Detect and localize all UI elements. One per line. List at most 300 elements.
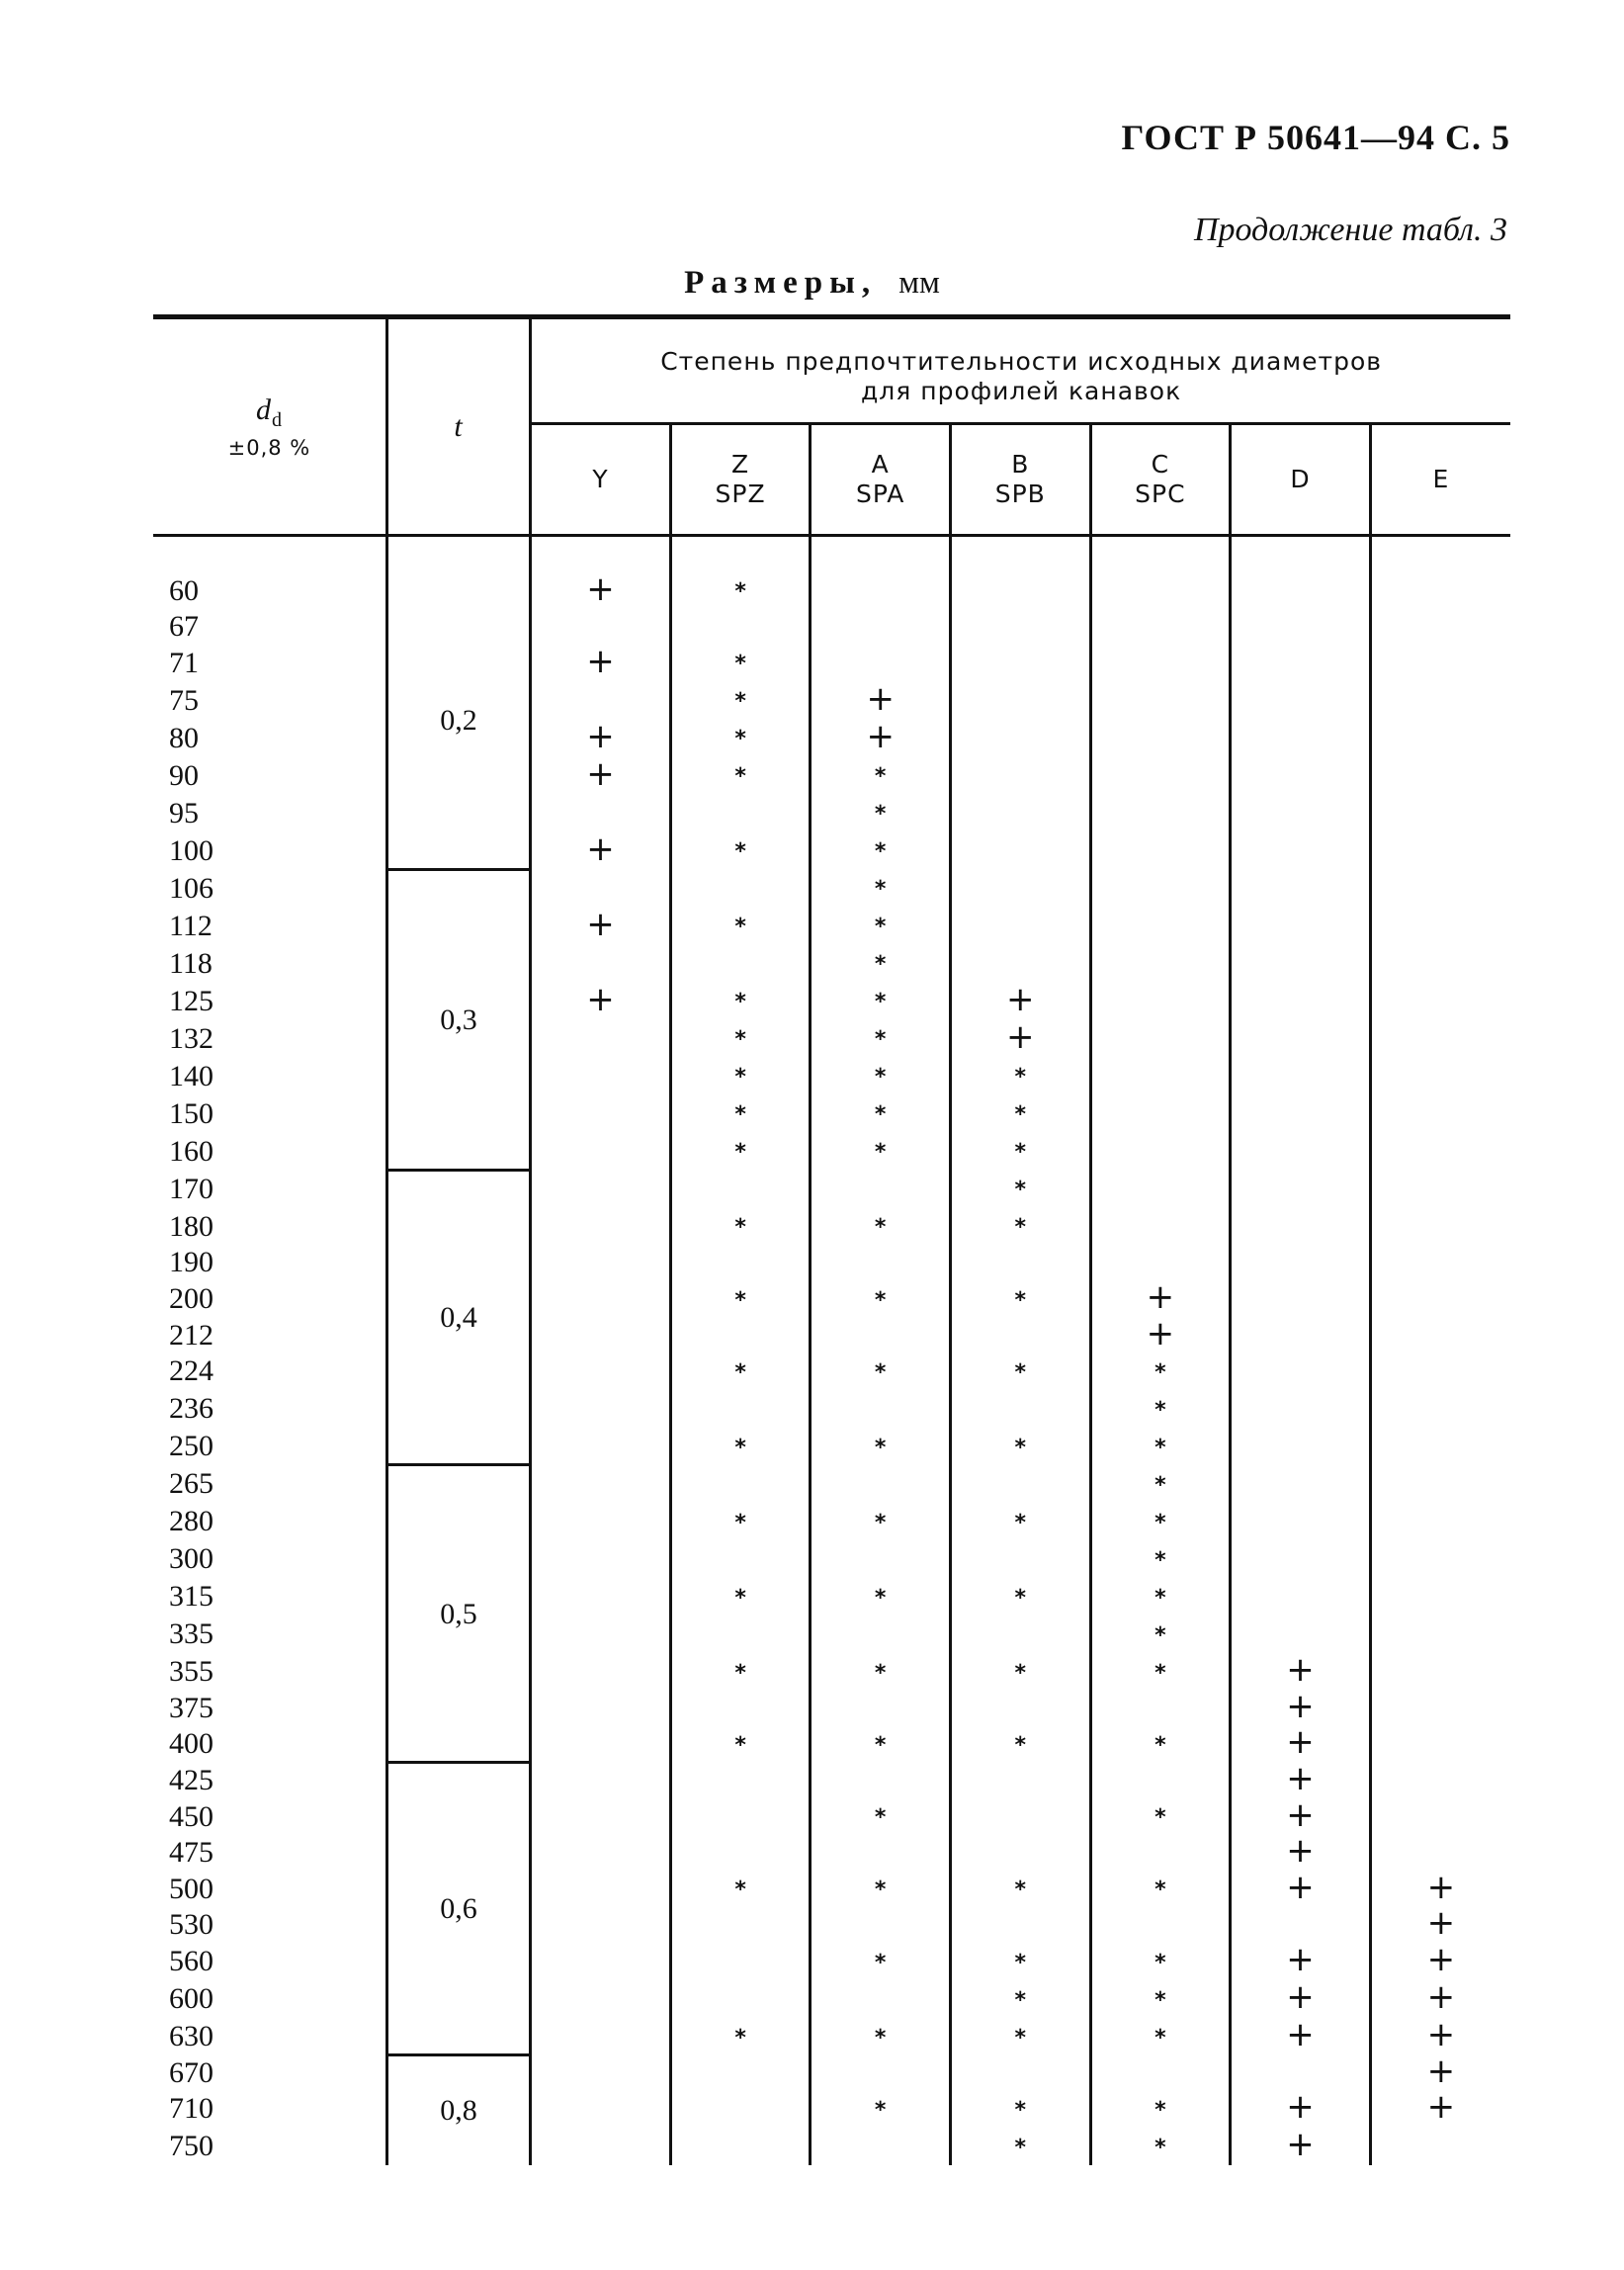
preference-cell — [1370, 1390, 1510, 1428]
preference-cell — [1231, 1650, 1371, 1691]
diameter-value: 750 — [153, 2128, 386, 2165]
preference-cell — [1090, 1980, 1231, 2018]
column-header-profile — [1231, 424, 1371, 536]
preference-cell — [950, 1094, 1090, 1132]
table-row — [153, 1390, 1510, 1428]
preference-cell — [950, 2128, 1090, 2165]
t-value: 0,6 — [386, 1763, 530, 2055]
preferred-mark: + — [1426, 2087, 1456, 2128]
preferred-mark: + — [1286, 1722, 1315, 1763]
preference-cell — [950, 1907, 1090, 1942]
preference-cell — [1231, 1428, 1371, 1465]
preference-cell — [950, 1763, 1090, 1797]
spacer-cell — [153, 536, 386, 572]
preference-cell — [950, 869, 1090, 907]
diameter-value: 140 — [153, 1057, 386, 1094]
preference-cell — [1370, 1691, 1510, 1725]
permitted-mark: * — [874, 1215, 887, 1241]
preference-cell — [1231, 1907, 1371, 1942]
column-header-t: t — [386, 317, 530, 536]
preference-cell — [531, 794, 671, 831]
preference-cell — [531, 1428, 671, 1465]
preferred-mark: + — [586, 641, 615, 681]
preferred-mark: + — [586, 716, 615, 756]
preferred-mark: + — [866, 678, 895, 719]
document-code: ГОСТ Р 50641—94 С. 5 — [1121, 118, 1510, 157]
table-row — [153, 1170, 1510, 1207]
preference-cell — [670, 1691, 811, 1725]
diameter-value: 500 — [153, 1870, 386, 1907]
preference-cell — [950, 1132, 1090, 1170]
diameter-value: 475 — [153, 1835, 386, 1870]
table-row — [153, 1207, 1510, 1245]
permitted-mark: * — [1014, 1732, 1027, 1758]
permitted-mark: * — [734, 1215, 746, 1241]
permitted-mark: * — [1014, 1510, 1027, 1535]
permitted-mark: * — [734, 727, 746, 752]
preference-cell — [811, 716, 951, 756]
permitted-mark: * — [734, 652, 746, 677]
preference-cell — [670, 1615, 811, 1653]
preference-cell — [1370, 1465, 1510, 1503]
preference-cell — [1231, 1057, 1371, 1094]
t-value: 0,2 — [386, 571, 530, 869]
table-row — [153, 1503, 1510, 1540]
preference-cell — [1090, 1540, 1231, 1578]
profile-label-alt: SPZ — [715, 480, 766, 508]
table-row — [153, 907, 1510, 944]
preference-cell — [670, 1465, 811, 1503]
permitted-mark: * — [874, 764, 887, 790]
profile-label-alt: SPB — [994, 480, 1046, 508]
preference-cell — [811, 1763, 951, 1797]
preference-cell — [950, 571, 1090, 609]
preference-cell — [811, 1835, 951, 1870]
diameter-value: 710 — [153, 2090, 386, 2128]
permitted-mark: * — [874, 2097, 887, 2123]
preference-cell — [1370, 1615, 1510, 1653]
permitted-mark: * — [1154, 2025, 1166, 2051]
preference-cell — [670, 1057, 811, 1094]
preference-cell — [1231, 1318, 1371, 1353]
preference-cell — [531, 1870, 671, 1907]
preference-cell — [811, 1094, 951, 1132]
permitted-mark: * — [874, 1660, 887, 1686]
preference-cell — [1370, 1763, 1510, 1797]
permitted-mark: * — [734, 1877, 746, 1903]
permitted-mark: * — [1154, 1510, 1166, 1535]
preference-cell — [1090, 1207, 1231, 1245]
preference-cell — [1090, 1170, 1231, 1207]
permitted-mark: * — [1014, 2135, 1027, 2160]
preference-cell — [670, 1207, 811, 1245]
preference-cell — [811, 571, 951, 609]
diameter-value: 530 — [153, 1907, 386, 1942]
permitted-mark: * — [874, 1585, 887, 1611]
permitted-mark: * — [1014, 1585, 1027, 1611]
profile-label: D — [1290, 465, 1311, 493]
permitted-mark: * — [874, 1510, 887, 1535]
preference-cell — [811, 644, 951, 681]
table-row — [153, 2128, 1510, 2165]
diameter-table — [153, 314, 1510, 2165]
table-continuation-label: Продолжение табл. 3 — [1193, 212, 1507, 248]
preference-cell — [670, 1943, 811, 1980]
permitted-mark: * — [1014, 1215, 1027, 1241]
preference-cell — [531, 2128, 671, 2165]
table-row — [153, 644, 1510, 681]
preference-cell — [950, 681, 1090, 719]
preference-cell — [1090, 1353, 1231, 1390]
preference-cell — [1231, 1280, 1371, 1318]
preference-cell — [950, 1170, 1090, 1207]
preference-cell — [811, 609, 951, 644]
permitted-mark: * — [874, 1102, 887, 1128]
permitted-mark: * — [734, 1027, 746, 1053]
preference-cell — [811, 1465, 951, 1503]
preferred-mark: + — [1286, 1686, 1315, 1726]
permitted-mark: * — [734, 1287, 746, 1313]
preferred-mark: + — [1286, 1831, 1315, 1872]
preference-cell — [670, 609, 811, 644]
preference-cell — [950, 1653, 1090, 1691]
preference-cell — [1231, 719, 1371, 756]
preference-cell — [811, 1653, 951, 1691]
preference-cell — [811, 2018, 951, 2055]
preference-cell — [1231, 1940, 1371, 1980]
preferred-mark: + — [1286, 2015, 1315, 2054]
diameter-value: 355 — [153, 1653, 386, 1691]
table-row — [153, 1797, 1510, 1835]
preference-cell — [1370, 1867, 1510, 1907]
preferred-mark: + — [1426, 1940, 1456, 1979]
preference-cell — [1370, 1057, 1510, 1094]
preference-cell — [1370, 2015, 1510, 2055]
preferred-mark: + — [1426, 2051, 1456, 2091]
preferred-mark: + — [1426, 2015, 1456, 2054]
permitted-mark: * — [874, 952, 887, 978]
preference-cell — [1090, 1277, 1231, 1318]
spacer-cell — [531, 536, 671, 572]
table-row — [153, 944, 1510, 982]
diameter-table-grid — [153, 314, 1510, 2165]
permitted-mark: * — [874, 915, 887, 940]
preference-cell — [531, 1503, 671, 1540]
sizes-unit: мм — [898, 265, 940, 301]
preference-cell — [531, 1835, 671, 1870]
preference-cell — [1090, 681, 1231, 719]
permitted-mark: * — [734, 689, 746, 715]
preference-cell — [811, 756, 951, 794]
preference-cell — [1090, 1503, 1231, 1540]
preference-cell — [950, 719, 1090, 756]
preferred-mark: + — [1006, 1016, 1035, 1057]
preference-cell — [811, 869, 951, 907]
preference-cell — [950, 794, 1090, 831]
table-row — [153, 571, 1510, 609]
preference-cell — [531, 1057, 671, 1094]
diameter-value: 112 — [153, 907, 386, 944]
preference-cell — [950, 1057, 1090, 1094]
profile-label: A — [871, 450, 890, 479]
preference-cell — [1370, 1540, 1510, 1578]
permitted-mark: * — [734, 1585, 746, 1611]
diameter-value: 150 — [153, 1094, 386, 1132]
preference-cell — [1231, 681, 1371, 719]
group-title-line1: Степень предпочтительности исходных диаметров — [660, 347, 1382, 376]
permitted-mark: * — [1014, 1877, 1027, 1903]
preference-cell — [1090, 831, 1231, 869]
permitted-mark: * — [1014, 1178, 1027, 1203]
permitted-mark: * — [874, 1877, 887, 1903]
table-row — [153, 1318, 1510, 1353]
preference-cell — [1370, 1280, 1510, 1318]
preference-cell — [950, 979, 1090, 1019]
preference-cell — [531, 641, 671, 681]
preference-cell — [531, 1132, 671, 1170]
preference-cell — [1370, 1797, 1510, 1835]
column-header-diameter — [153, 317, 386, 536]
preference-cell — [1231, 756, 1371, 794]
permitted-mark: * — [1154, 1359, 1166, 1385]
diameter-value: 75 — [153, 681, 386, 719]
diameter-value: 335 — [153, 1615, 386, 1653]
preference-cell — [950, 907, 1090, 944]
permitted-mark: * — [1014, 1660, 1027, 1686]
preference-cell — [811, 1503, 951, 1540]
permitted-mark: * — [734, 915, 746, 940]
permitted-mark: * — [1014, 1435, 1027, 1460]
preference-cell — [811, 1578, 951, 1615]
profile-label: E — [1432, 465, 1450, 493]
preference-cell — [811, 1725, 951, 1763]
preference-cell — [811, 831, 951, 869]
preference-cell — [1370, 944, 1510, 982]
diameter-value: 400 — [153, 1725, 386, 1763]
permitted-mark: * — [874, 1950, 887, 1975]
preference-cell — [1231, 2015, 1371, 2055]
permitted-mark: * — [1154, 1950, 1166, 1975]
preference-cell — [1090, 794, 1231, 831]
permitted-mark: * — [1154, 1622, 1166, 1648]
preference-cell — [670, 2090, 811, 2128]
preference-cell — [1231, 1390, 1371, 1428]
preferred-mark: + — [1426, 1867, 1456, 1907]
column-header-profile — [1090, 424, 1231, 536]
table-row — [153, 2090, 1510, 2128]
column-header-profile — [531, 424, 671, 536]
preference-cell — [1090, 1653, 1231, 1691]
preference-cell — [670, 1094, 811, 1132]
preference-cell — [950, 1390, 1090, 1428]
preference-cell — [950, 1615, 1090, 1653]
table-row — [153, 1763, 1510, 1797]
table-row — [153, 1353, 1510, 1390]
diameter-value: 250 — [153, 1428, 386, 1465]
preference-cell — [811, 1170, 951, 1207]
preference-cell — [670, 1245, 811, 1279]
column-header-profile — [950, 424, 1090, 536]
diameter-value: 180 — [153, 1207, 386, 1245]
preference-cell — [811, 1691, 951, 1725]
permitted-mark: * — [1014, 2097, 1027, 2123]
preference-cell — [1090, 1132, 1231, 1170]
table-row — [153, 1578, 1510, 1615]
preference-cell — [1090, 1725, 1231, 1763]
preference-cell — [1231, 1207, 1371, 1245]
preference-cell — [531, 1578, 671, 1615]
preference-cell — [950, 1540, 1090, 1578]
preference-cell — [1090, 756, 1231, 794]
preference-cell — [950, 1578, 1090, 1615]
preference-cell — [1370, 1503, 1510, 1540]
preference-cell — [531, 1980, 671, 2018]
preference-cell — [670, 1763, 811, 1797]
preferred-mark: + — [1006, 979, 1035, 1019]
diameter-value: 190 — [153, 1245, 386, 1279]
preference-cell — [1090, 1797, 1231, 1835]
permitted-mark: * — [874, 1027, 887, 1053]
preference-cell — [531, 1170, 671, 1207]
preference-cell — [670, 831, 811, 869]
preference-cell — [811, 1615, 951, 1653]
preference-cell — [531, 716, 671, 756]
preference-cell — [1090, 1691, 1231, 1725]
diameter-value: 160 — [153, 1132, 386, 1170]
permitted-mark: * — [734, 1065, 746, 1091]
preference-cell — [1231, 1722, 1371, 1763]
preference-cell — [531, 1318, 671, 1353]
group-title-line2: для профилей канавок — [861, 377, 1182, 405]
preference-cell — [1090, 1390, 1231, 1428]
preference-cell — [670, 1870, 811, 1907]
preference-cell — [670, 1019, 811, 1057]
preference-cell — [1231, 1867, 1371, 1907]
permitted-mark: * — [874, 1065, 887, 1091]
preference-cell — [531, 681, 671, 719]
table-row — [153, 1057, 1510, 1094]
preference-cell — [950, 944, 1090, 982]
preference-cell — [670, 644, 811, 681]
preference-cell — [1231, 1759, 1371, 1799]
table-row — [153, 869, 1510, 907]
preference-cell — [1231, 1615, 1371, 1653]
table-row — [153, 1245, 1510, 1279]
table-row — [153, 1725, 1510, 1763]
preference-cell — [1231, 1094, 1371, 1132]
profile-label-alt: SPC — [1135, 480, 1186, 508]
spacer-cell — [670, 536, 811, 572]
diameter-value: 315 — [153, 1578, 386, 1615]
preference-cell — [950, 831, 1090, 869]
table-row — [153, 2055, 1510, 2090]
preference-cell — [1231, 831, 1371, 869]
preference-cell — [950, 1943, 1090, 1980]
preference-cell — [950, 644, 1090, 681]
preference-cell — [1231, 1686, 1371, 1726]
preference-cell — [1090, 869, 1231, 907]
diameter-value: 106 — [153, 869, 386, 907]
preference-cell — [670, 2128, 811, 2165]
preference-cell — [1370, 1725, 1510, 1763]
permitted-mark: * — [734, 839, 746, 865]
preference-cell — [811, 678, 951, 719]
column-header-profile — [670, 424, 811, 536]
spacer-cell — [811, 536, 951, 572]
preference-cell — [531, 1725, 671, 1763]
permitted-mark: * — [734, 579, 746, 605]
permitted-mark: * — [874, 1140, 887, 1166]
table-row — [153, 1019, 1510, 1057]
preference-cell — [1231, 1132, 1371, 1170]
preference-cell — [811, 1540, 951, 1578]
preference-cell — [531, 568, 671, 609]
preference-cell — [531, 1390, 671, 1428]
profile-label: C — [1151, 450, 1170, 479]
diameter-value: 300 — [153, 1540, 386, 1578]
preference-cell — [1090, 1094, 1231, 1132]
preferred-mark: + — [1426, 1903, 1456, 1944]
preference-cell — [1231, 2055, 1371, 2090]
preferred-mark: + — [1286, 1977, 1315, 2017]
preference-cell — [1231, 1170, 1371, 1207]
preference-cell — [670, 1835, 811, 1870]
table-row — [153, 1980, 1510, 2018]
preference-cell — [1370, 831, 1510, 869]
column-header-profile — [1370, 424, 1510, 536]
preference-cell — [531, 1245, 671, 1279]
preference-cell — [950, 1207, 1090, 1245]
diameter-value: 200 — [153, 1280, 386, 1318]
permitted-mark: * — [1014, 1102, 1027, 1128]
preference-cell — [811, 907, 951, 944]
preference-cell — [1090, 982, 1231, 1019]
preference-cell — [1090, 2055, 1231, 2090]
preference-cell — [1231, 869, 1371, 907]
diameter-value: 80 — [153, 719, 386, 756]
preference-cell — [531, 1540, 671, 1578]
preference-cell — [950, 1691, 1090, 1725]
table-row — [153, 1615, 1510, 1653]
preference-cell — [950, 1465, 1090, 1503]
spacer-cell — [1370, 536, 1510, 572]
preference-cell — [1370, 609, 1510, 644]
table-row — [153, 1870, 1510, 1907]
preference-cell — [670, 1797, 811, 1835]
column-header-profile — [811, 424, 951, 536]
preference-cell — [811, 1980, 951, 2018]
permitted-mark: * — [1014, 1140, 1027, 1166]
preference-cell — [1370, 1940, 1510, 1980]
preference-cell — [670, 719, 811, 756]
preferred-mark: + — [586, 568, 615, 609]
preference-cell — [1090, 1907, 1231, 1942]
preference-cell — [531, 869, 671, 907]
diameter-value: 375 — [153, 1691, 386, 1725]
preference-cell — [670, 982, 811, 1019]
permitted-mark: * — [1014, 1950, 1027, 1975]
permitted-mark: * — [1154, 1732, 1166, 1758]
preference-cell — [1090, 1057, 1231, 1094]
diameter-value: 212 — [153, 1318, 386, 1353]
permitted-mark: * — [1154, 1547, 1166, 1573]
permitted-mark: * — [874, 1287, 887, 1313]
permitted-mark: * — [874, 1359, 887, 1385]
preference-cell — [531, 1943, 671, 1980]
preference-cell — [670, 1503, 811, 1540]
diameter-value: 600 — [153, 1980, 386, 2018]
profile-label: Z — [731, 450, 750, 479]
